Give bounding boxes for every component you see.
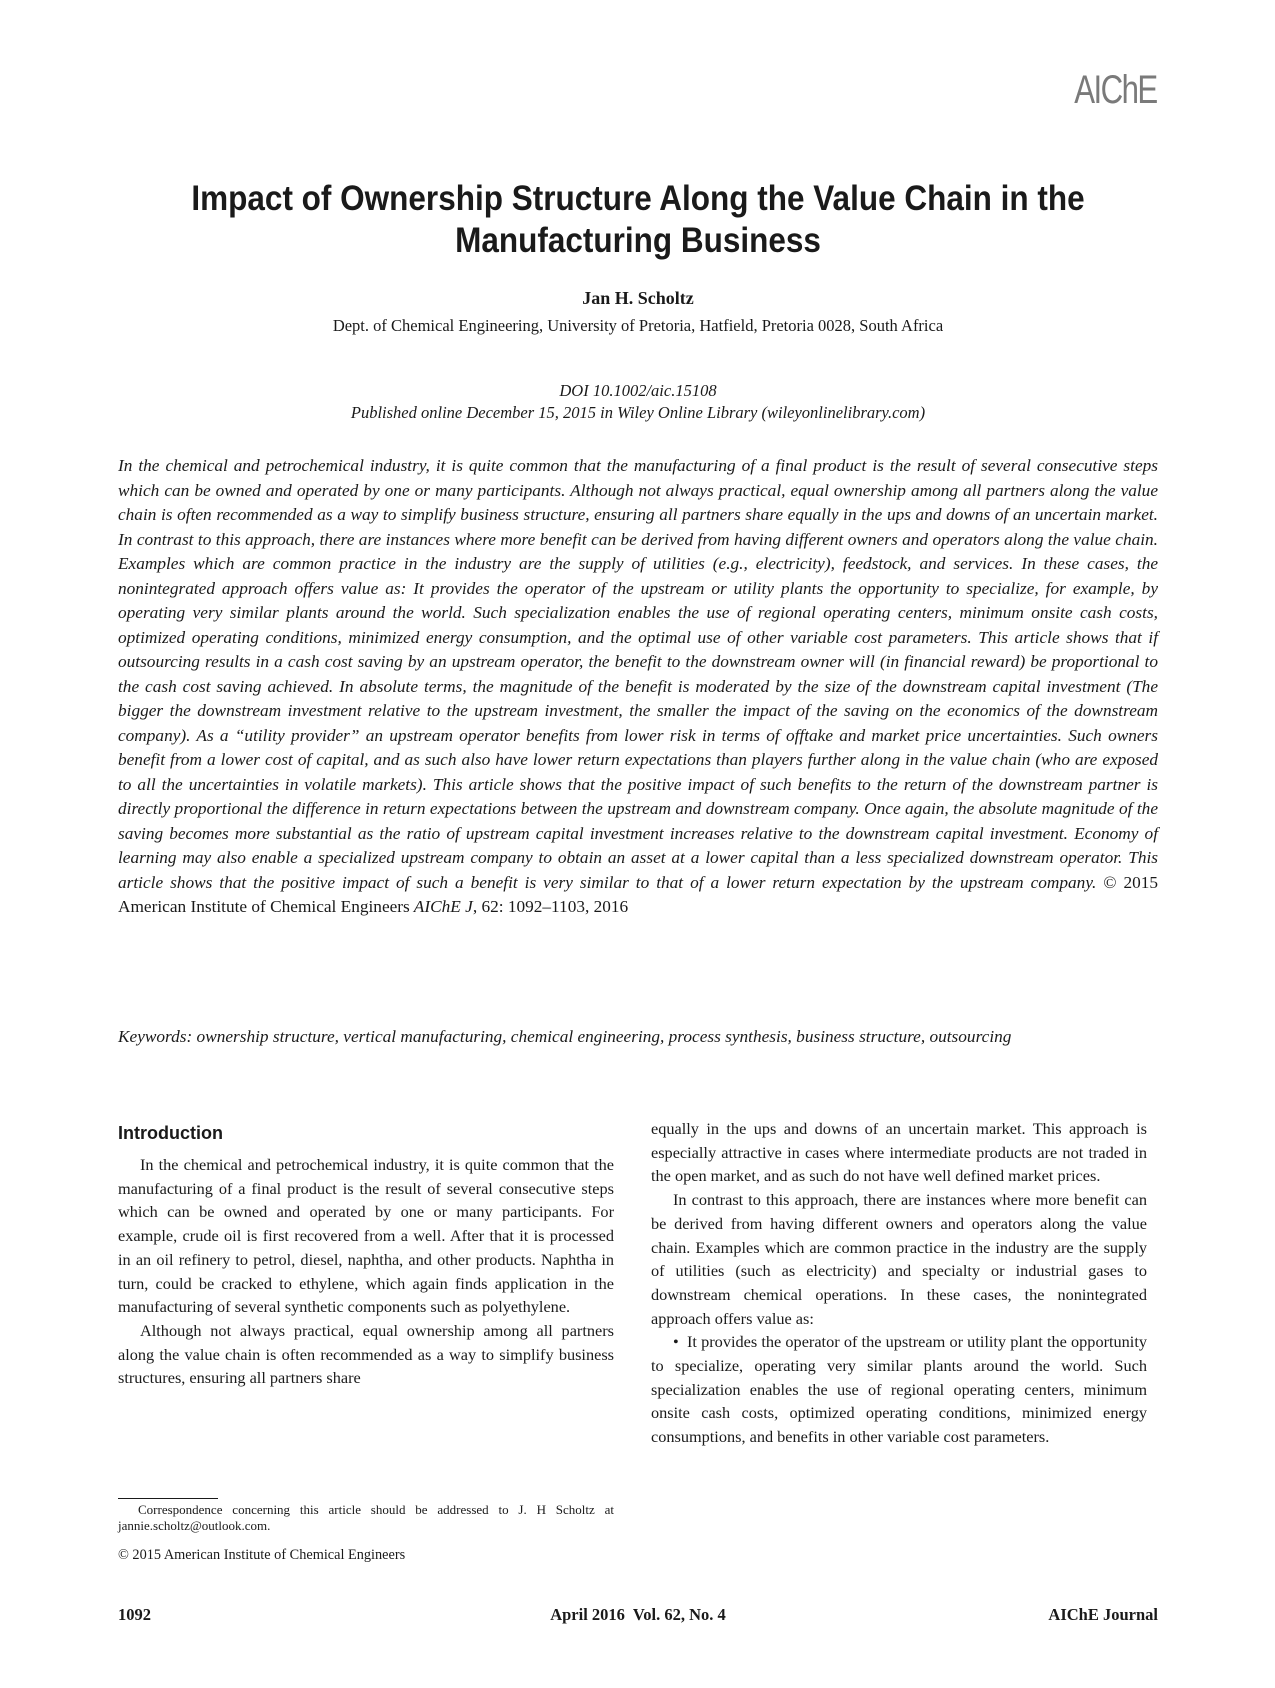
- author-affiliation: Dept. of Chemical Engineering, University of Pretoria, Hatfield, Pretoria 0028, South Africa: [332, 316, 944, 335]
- paragraph: In contrast to this approach, there are instances where more benefit can be derived from having different owners and operators along the value chain. Examples which are common practice in the industry are the supply of utilities (such as electricity) and specialty or industrial gases to downstream chemical operations. In these cases, the nonintegrated approach offers value as:: [651, 1190, 1147, 1328]
- paragraph: Although not always practical, equal ownership among all partners along the value chain is often recommended as a way to simplify business structures, ensuring all partners share: [118, 1320, 614, 1388]
- paragraph: equally in the ups and downs of an uncertain market. This approach is especially attractive in cases where intermediate products are not traded in the open market, and as such do not have well defined market prices.: [651, 1119, 1147, 1186]
- doi[interactable]: DOI 10.1002/aic.15108: [559, 381, 717, 400]
- bullet-icon: •: [673, 1332, 679, 1352]
- publication-info: Published online December 15, 2015 in Wiley Online Library (wileyonlinelibrary.com): [350, 403, 926, 422]
- page-number: 1092: [118, 1605, 151, 1624]
- section-heading-introduction: Introduction: [118, 1123, 223, 1143]
- issue-info: April 2016 Vol. 62, No. 4: [550, 1605, 726, 1624]
- bullet-item: [651, 1330, 1147, 1449]
- bullet-text: It provides the operator of the upstream or utility plant the opportunity to specialize, operating very similar plants around the world. Such specialization enables the use of regional operating centers, minimum onsite cash costs, optimized operating conditions, minimized energy consumptions, and benefits in other variable cost parameters.: [651, 1332, 1147, 1447]
- copyright-notice: © 2015 American Institute of Chemical Engineers: [118, 1547, 406, 1563]
- body-column-left: [118, 1121, 614, 1390]
- footnote-divider: [118, 1498, 218, 1499]
- journal-name: AIChE Journal: [1048, 1605, 1158, 1624]
- abstract: [118, 454, 1158, 920]
- author-name: Jan H. Scholtz: [582, 288, 694, 308]
- abstract-copyright: © 2015 American Institute of Chemical Engineers: [118, 872, 1159, 916]
- abstract-journal-abbrev: AIChE J: [413, 897, 473, 916]
- body-column-right: [651, 1117, 1147, 1449]
- correspondence-footnote: Correspondence concerning this article should be addressed to J. H Scholtz at jannie.scholtz@outlook.com.: [118, 1502, 614, 1533]
- article-title: Impact of Ownership Structure Along the Value Chain in the Manufacturing Business: [191, 179, 1085, 260]
- journal-logo: AIChE: [1074, 68, 1157, 112]
- abstract-body: In the chemical and petrochemical industry, it is quite common that the manufacturing of a final product is the result of several consecutive steps which can be owned and operated by one or many participants. Although not always practical, equal ownership among all partners along the value chain is often recommended as a way to simplify business structure, ensuring all partners share equally in the ups and downs of an uncertain market. In contrast to this approach, there are instances where more benefit can be derived from having different owners and operators along the value chain. Examples which are common practice in the industry are the supply of utilities (e.g., electricity), feedstock, and services. In these cases, the nonintegrated approach offers value as: It provides the operator of the upstream or utility plants the opportunity to specialize, for example, by operating very similar plants around the world. Such specialization enables the use of regional operating centers, minimum onsite cash costs, optimized operating conditions, minimized energy consumption, and the optimal use of other variable cost parameters. This article shows that if outsourcing results in a cash cost saving by an upstream operator, the benefit to the downstream owner will (in financial reward) be proportional to the cash cost saving achieved. In absolute terms, the magnitude of the benefit is moderated by the size of the downstream capital investment (The bigger the downstream investment relative to the upstream investment, the smaller the impact of the saving on the economics of the downstream company). As a “utility provider” an upstream operator benefits from lower risk in terms of offtake and market price uncertainties. Such owners benefit from a lower cost of capital, and as such also have lower return expectations than players further along in the value chain (who are exposed to all the uncertainties in volatile markets). This article shows that the positive impact of such benefits to the return of the downstream partner is directly proportional the difference in return expectations between the upstream and downstream company. Once again, the absolute magnitude of the saving becomes more substantial as the ratio of upstream capital investment increases relative to the downstream capital investment. Economy of learning may also enable a specialized upstream company to obtain an asset at a lower capital than a less specialized downstream operator. This article shows that the positive impact of such a benefit is very similar to that of a lower return expectation by the upstream company.: [118, 456, 1158, 892]
- keywords: Keywords: ownership structure, vertical manufacturing, chemical engineering, process synthesis, business structure, outsourcing: [118, 1027, 1012, 1046]
- abstract-citation: , 62: 1092–1103, 2016: [472, 897, 629, 916]
- paragraph: In the chemical and petrochemical industry, it is quite common that the manufacturing of a final product is the result of several consecutive steps which can be owned and operated by one or many participants. For example, crude oil is first recovered from a well. After that it is processed in an oil refinery to petrol, diesel, naphtha, and other products. Naphtha in turn, could be cracked to ethylene, which again finds application in the manufacturing of several synthetic components such as polyethylene.: [118, 1155, 614, 1317]
